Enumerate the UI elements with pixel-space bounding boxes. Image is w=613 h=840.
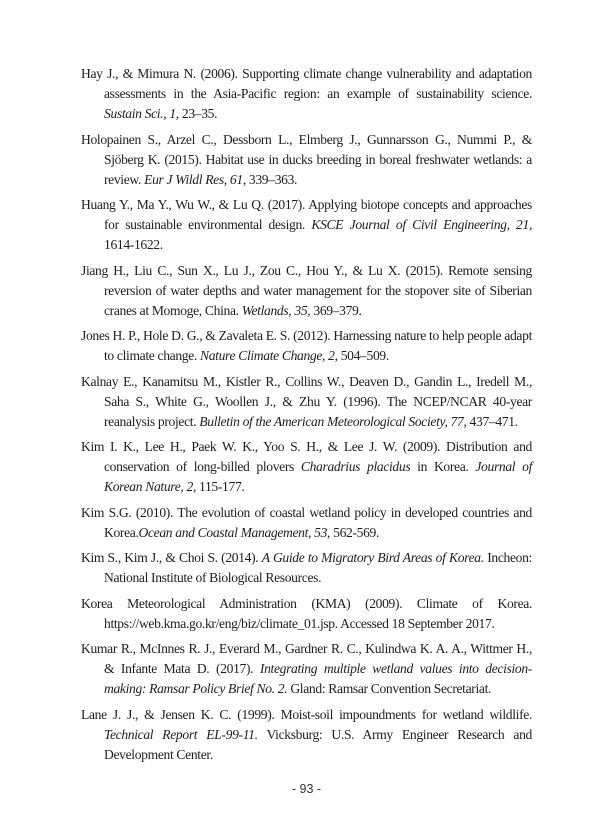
reference-entry [81,64,532,124]
reference-text: , 437–471. [463,413,518,429]
reference-text: Lane J. J., & Jensen K. C. (1999). Moist-soil impoundments for wetland wildlife. [81,706,532,722]
reference-text: Jiang H., Liu C., Sun X., Lu J., Zou C., Hou Y., & Lu X. (2015). Remote sensing reversion of water depths and water management for the stopover site of Siberian cranes at Momoge, China. [81,262,532,318]
reference-text: Holopainen S., Arzel C., Dessborn L., Elmberg J., Gunnarsson G., Nummi P., & Sjöberg K. (2015). Habitat use in ducks breeding in boreal freshwater wetlands: a review. [81,131,532,187]
reference-italic-text: Eur J Wildl Res, 61 [144,171,243,187]
reference-text: Vicksburg: U.S. Army Engineer Research and Development Center. [104,726,532,762]
reference-entry [81,130,532,190]
reference-text: Kumar R., McInnes R. J., Everard M., Gardner R. C., Kulindwa K. A. A., Wittmer H., & Infante Mata D. (2017). [81,641,532,676]
reference-italic-text: Nature Climate Change, 2 [200,348,335,363]
reference-text: , 562-569. [327,524,380,540]
reference-text: , 115-177. [192,479,245,494]
reference-text: , 369–379. [307,302,362,318]
reference-italic-text: A Guide to Migratory Bird Areas of Korea. [261,550,484,565]
reference-italic-text: Ocean and Coastal Management, 53 [138,524,328,540]
reference-text: Korea Meteorological Administration (KMA) (2009). Climate of Korea. https://web.kma.go.kr/eng/biz/climate_01.jsp. Accessed 18 September 2017. [81,595,532,631]
reference-text: , 23–35. [175,106,218,121]
reference-entry [81,326,532,366]
reference-italic-text: Wetlands, 35 [241,302,308,318]
reference-list [81,64,532,770]
reference-italic-text: Sustain Sci., 1 [104,106,176,121]
reference-entry [81,548,532,588]
reference-italic-text: Journal of Korean Nature, 2 [104,459,532,494]
reference-italic-text: Charadrius placidus [300,459,411,474]
reference-entry [81,437,532,497]
reference-text: Incheon: National Institute of Biological Resources. [104,550,532,585]
reference-entry [81,594,532,634]
reference-entry [81,195,532,255]
reference-entry [81,705,532,765]
reference-italic-text: KSCE Journal of Civil Engineering, 21 [311,217,529,232]
reference-text: Kim S.G. (2010). The evolution of coastal wetland policy in developed countries and Korea. [81,504,532,540]
reference-text: , 339–363. [242,171,298,187]
reference-italic-text: Integrating multiple wetland values into decision-making: Ramsar Policy Brief No. 2. [104,661,532,696]
reference-text: , 504–509. [334,348,389,363]
reference-entry [81,639,532,699]
reference-text: Kim S., Kim J., & Choi S. (2014). [81,550,262,565]
reference-entry [81,503,532,543]
reference-text: Kalnay E., Kanamitsu M., Kistler R., Collins W., Deaven D., Gandin L., Iredell M., Saha S., White G., Woollen J., & Zhu Y. (1996). The NCEP/NCAR 40-year reanalysis project. [81,373,532,429]
reference-text: Hay J., & Mimura N. (2006). Supporting climate change vulnerability and adaptation assessments in the Asia-Pacific region: an example of sustainability science. [81,66,532,101]
reference-italic-text: Bulletin of the American Meteorological Society, 77 [199,413,464,429]
reference-text: Huang Y., Ma Y., Wu W., & Lu Q. (2017). Applying biotope concepts and approaches for sustainable environmental design. [81,197,532,232]
reference-entry [81,372,532,432]
reference-text: Jones H. P., Hole D. G., & Zavaleta E. S. (2012). Harnessing nature to help people adapt to climate change. [81,328,532,363]
reference-italic-text: Technical Report EL-99-11. [104,726,258,742]
reference-text: in Korea. [410,459,476,474]
reference-text: Gland: Ramsar Convention Secretariat. [287,681,492,696]
reference-text: , 1614-1622. [104,217,533,252]
reference-entry [81,261,532,321]
page-number: - 93 - [291,782,322,796]
reference-text: Kim I. K., Lee H., Paek W. K., Yoo S. H., & Lee J. W. (2009). Distribution and conservation of long-billed plovers [81,439,532,474]
